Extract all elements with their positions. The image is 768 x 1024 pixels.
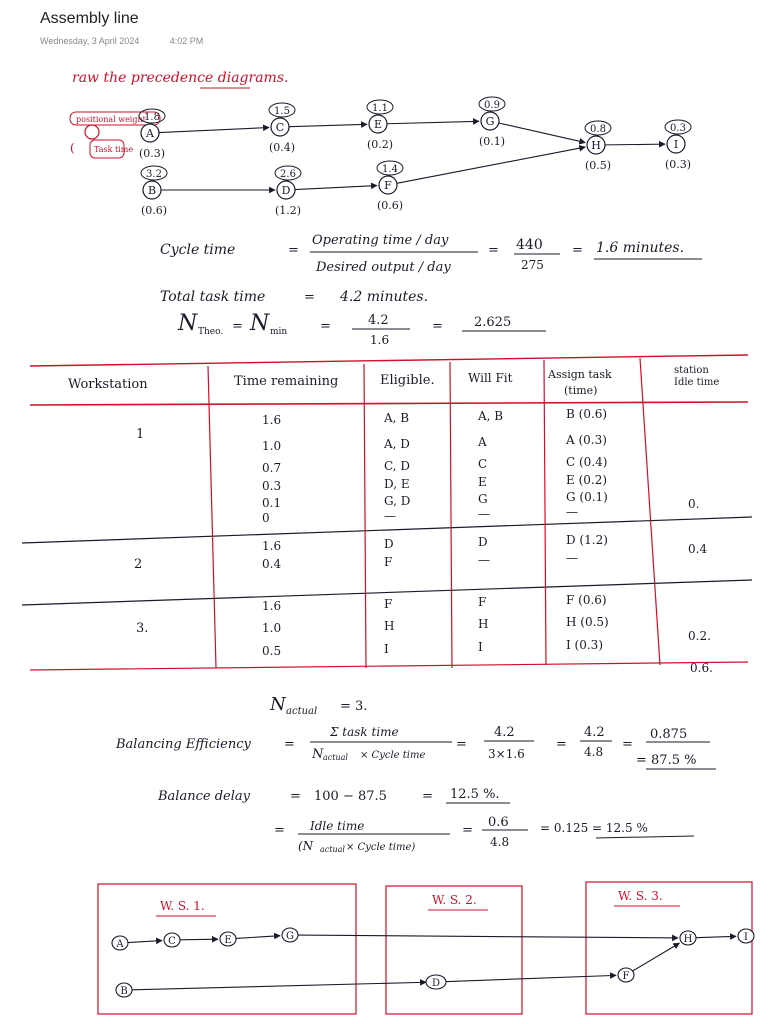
- cell-eligible: I: [384, 642, 389, 656]
- be-den-rest: × Cycle time: [360, 750, 426, 761]
- cycle-num: Operating time / day: [312, 233, 449, 248]
- cycle-frac-num: 440: [516, 237, 543, 253]
- cell-will-fit: D: [478, 535, 488, 549]
- node-weight: 3.2: [146, 169, 162, 180]
- eq-6: =: [320, 319, 331, 334]
- precedence-arrow: [605, 144, 665, 145]
- n-frac-den: 1.6: [370, 333, 390, 347]
- be-den-sub: actual: [323, 753, 348, 762]
- cell-will-fit: A, B: [478, 409, 504, 423]
- bd2-num: Idle time: [310, 819, 365, 833]
- total-label: Total task time: [160, 289, 266, 305]
- n-actual-value: = 3.: [340, 699, 368, 714]
- node-time: (0.6): [376, 199, 404, 212]
- precedence-arrow: [499, 123, 585, 143]
- station-arrow: [180, 939, 218, 940]
- station-arrow: [298, 935, 678, 938]
- total-task-formula: [160, 289, 428, 305]
- station-node-label: F: [622, 971, 630, 982]
- page-title: Assembly line: [40, 10, 139, 27]
- station-node-label: D: [431, 978, 441, 989]
- station-node-label: I: [744, 932, 748, 943]
- cell-idle-time: 0.2.: [688, 629, 711, 643]
- cell-eligible: G, D: [384, 494, 411, 508]
- precedence-node: [269, 103, 295, 154]
- node-label: F: [384, 179, 392, 192]
- cell-assign: F (0.6): [566, 593, 607, 607]
- cell-eligible: A, D: [384, 437, 410, 451]
- eq-3: =: [572, 243, 583, 258]
- cell-time-remaining: 0.3: [262, 479, 282, 493]
- station-node-label: E: [224, 935, 232, 946]
- legend-weight: positional weight: [76, 115, 146, 124]
- cell-time-remaining: 1.6: [262, 539, 282, 553]
- n-theo-sub: Theo.: [198, 327, 224, 337]
- n-result: 2.625: [474, 315, 512, 330]
- cell-eligible: A, B: [384, 411, 410, 425]
- ws3-box: [586, 882, 752, 1014]
- node-label: A: [146, 127, 154, 140]
- be-frac2-den: 4.8: [584, 745, 604, 759]
- cycle-frac-den: 275: [521, 258, 544, 272]
- cell-time-remaining: 1.6: [262, 599, 282, 613]
- station-node: [116, 983, 132, 997]
- eq-9: =: [456, 737, 467, 752]
- cell-time-remaining: 1.0: [262, 439, 282, 453]
- cell-assign: —: [566, 505, 578, 519]
- cell-idle-time: 0.4: [688, 542, 708, 556]
- cell-time-remaining: 0.7: [262, 461, 282, 475]
- eq-10: =: [556, 737, 567, 752]
- cell-will-fit: G: [478, 492, 488, 506]
- col-header-time-remaining: Time remaining: [234, 374, 339, 389]
- station-node-label: A: [116, 939, 124, 950]
- node-weight: 1.5: [274, 106, 290, 117]
- eq-14: =: [274, 823, 285, 838]
- col-header-assign-time: (time): [564, 384, 598, 397]
- cell-time-remaining: 0.4: [262, 557, 282, 571]
- cell-assign: —: [566, 551, 578, 565]
- node-time: (0.3): [664, 158, 692, 171]
- eq-7: =: [432, 319, 443, 334]
- be-label: Balancing Efficiency: [116, 737, 251, 752]
- be-num: Σ task time: [330, 725, 399, 739]
- eq-2: =: [488, 243, 499, 258]
- node-label: H: [591, 139, 601, 152]
- n-actual-sub: actual: [286, 706, 318, 717]
- precedence-node: [275, 166, 301, 217]
- node-time: (0.2): [366, 138, 394, 151]
- station-node: [220, 932, 236, 946]
- station-arrow: [128, 941, 162, 943]
- cell-eligible: F: [384, 597, 393, 611]
- n-frac-num: 4.2: [368, 313, 389, 328]
- station-arrow: [132, 982, 426, 990]
- cell-assign: H (0.5): [566, 615, 609, 629]
- precedence-node: [585, 121, 611, 172]
- node-label: I: [673, 138, 679, 151]
- workstation-diagram: [98, 882, 754, 1014]
- cell-eligible: F: [384, 555, 393, 569]
- cell-will-fit: I: [478, 640, 483, 654]
- node-weight: 1.4: [382, 164, 398, 175]
- n-theo-formula: [177, 311, 546, 347]
- cell-time-remaining: 0: [262, 511, 270, 525]
- cell-will-fit: A: [478, 435, 487, 449]
- efficiency-block: [115, 694, 716, 854]
- n-min: N: [250, 311, 270, 336]
- node-label: E: [373, 118, 383, 131]
- node-time: (1.2): [274, 204, 302, 217]
- cell-assign: I (0.3): [566, 638, 604, 652]
- precedence-arrow: [387, 121, 479, 123]
- precedence-diagram: [139, 97, 691, 217]
- bd-expr: 100 − 87.5: [314, 789, 387, 804]
- node-label: D: [281, 184, 291, 197]
- eq-12: =: [290, 789, 301, 804]
- ws2-label: W. S. 2.: [432, 893, 477, 907]
- col-header-assign-task: Assign task: [548, 368, 612, 381]
- cell-time-remaining: 0.1: [262, 496, 282, 510]
- node-weight: 0.9: [484, 100, 500, 111]
- cell-will-fit: —: [478, 507, 490, 521]
- n-theo: N: [178, 311, 198, 336]
- station-node: [680, 931, 696, 945]
- cell-eligible: D, E: [384, 477, 410, 491]
- node-time: (0.6): [140, 204, 168, 217]
- cell-will-fit: C: [478, 457, 488, 471]
- node-weight: 1.8: [144, 112, 160, 123]
- station-node-label: C: [168, 936, 176, 947]
- cell-eligible: —: [384, 509, 396, 523]
- note-date: Wednesday, 3 April 2024: [40, 36, 140, 46]
- eq-15: =: [462, 823, 473, 838]
- n-min-sub: min: [270, 327, 288, 337]
- cell-will-fit: E: [478, 475, 487, 489]
- eq-11: =: [622, 737, 633, 752]
- eq-13: =: [422, 789, 433, 804]
- cycle-time-formula: [160, 233, 702, 275]
- bd2-den-sub: actual: [320, 845, 345, 854]
- station-node: [282, 928, 298, 942]
- cell-time-remaining: 1.6: [262, 413, 282, 427]
- cell-will-fit: F: [478, 595, 487, 609]
- precedence-node: [665, 120, 691, 171]
- station-node: [426, 975, 446, 989]
- table-station-2: [134, 533, 707, 572]
- bd2-den: (N: [298, 839, 314, 853]
- precedence-node: [479, 97, 505, 148]
- precedence-node: [377, 161, 403, 212]
- station-node-label: G: [286, 931, 294, 942]
- line-balancing-table: [22, 355, 752, 675]
- col-header-will-fit: Will Fit: [468, 371, 513, 385]
- station-node: [164, 933, 180, 947]
- eq-1: =: [288, 243, 299, 258]
- note-time: 4:02 PM: [169, 36, 204, 46]
- bd2-frac-num: 0.6: [488, 815, 509, 830]
- cell-eligible: C, D: [384, 459, 411, 473]
- idle-total: 0.6.: [690, 661, 713, 675]
- col-header-eligible: Eligible.: [380, 373, 435, 388]
- node-time: (0.5): [584, 159, 612, 172]
- node-time: (0.4): [268, 141, 296, 154]
- precedence-arrow: [295, 186, 377, 190]
- table-station-1: [136, 407, 699, 525]
- cell-time-remaining: 0.5: [262, 644, 282, 658]
- station-number: 1: [136, 427, 145, 442]
- precedence-arrow: [289, 124, 367, 126]
- precedence-node: [367, 100, 393, 151]
- cell-assign: C (0.4): [566, 455, 608, 469]
- station-arrow: [444, 975, 616, 981]
- precedence-node: [141, 166, 167, 217]
- heading: raw the precedence diagrams.: [72, 70, 289, 86]
- cell-time-remaining: 1.0: [262, 621, 282, 635]
- be-frac1-den: 3×1.6: [488, 747, 525, 761]
- station-arrow: [633, 943, 680, 971]
- node-label: B: [147, 184, 157, 197]
- bd2-den-rest: × Cycle time): [346, 842, 416, 853]
- station-node: [618, 968, 634, 982]
- legend-paren: (: [70, 141, 75, 155]
- col-header-station: station: [674, 365, 709, 376]
- cell-assign: D (1.2): [566, 533, 608, 547]
- station-node-label: H: [683, 934, 693, 945]
- node-weight: 2.6: [280, 169, 296, 180]
- ws1-box: [98, 884, 356, 1014]
- ws1-label: W. S. 1.: [160, 899, 205, 913]
- node-weight: 0.8: [590, 124, 606, 135]
- be-result2: = 87.5 %: [636, 753, 697, 768]
- cell-eligible: H: [384, 619, 395, 633]
- node-time: (0.3): [138, 147, 166, 160]
- bd2-result: = 0.125 = 12.5 %: [540, 821, 648, 835]
- legend-task-time: Task time: [94, 145, 134, 154]
- cycle-result: 1.6 minutes.: [596, 240, 685, 256]
- be-den-n: N: [312, 747, 324, 762]
- be-frac1-num: 4.2: [494, 725, 515, 740]
- node-label: C: [275, 121, 285, 134]
- bd-result: 12.5 %.: [450, 787, 500, 802]
- col-header-idle-time: Idle time: [674, 377, 720, 388]
- node-weight: 1.1: [372, 103, 388, 114]
- station-node: [738, 929, 754, 943]
- cell-assign: A (0.3): [566, 433, 607, 447]
- eq-4: =: [304, 290, 315, 305]
- cell-will-fit: —: [478, 553, 490, 567]
- cell-idle-time: 0.: [688, 497, 700, 511]
- bd2-frac-den: 4.8: [490, 835, 510, 849]
- node-time: (0.1): [478, 135, 506, 148]
- total-value: 4.2 minutes.: [340, 289, 429, 305]
- precedence-arrow: [159, 128, 269, 133]
- station-number: 3.: [136, 621, 149, 636]
- cell-will-fit: H: [478, 617, 489, 631]
- cycle-den: Desired output / day: [316, 260, 451, 275]
- eq-5: =: [232, 319, 243, 334]
- cycle-label: Cycle time: [160, 242, 236, 258]
- precedence-arrow: [397, 147, 585, 183]
- station-arrow: [696, 936, 736, 937]
- bd-label: Balance delay: [158, 789, 250, 804]
- eq-8: =: [284, 737, 295, 752]
- node-label: G: [485, 115, 495, 128]
- table-station-3: [136, 593, 711, 658]
- station-node-label: B: [120, 986, 128, 997]
- node-weight: 0.3: [670, 123, 686, 134]
- n-actual: N: [270, 694, 286, 715]
- cell-assign: E (0.2): [566, 473, 608, 487]
- station-arrow: [236, 936, 280, 939]
- be-result1: 0.875: [650, 727, 688, 742]
- be-frac2-num: 4.2: [584, 725, 605, 740]
- cell-assign: B (0.6): [566, 407, 608, 421]
- cell-assign: G (0.1): [566, 490, 608, 504]
- col-header-workstation: Workstation: [68, 377, 148, 392]
- station-number: 2: [134, 557, 143, 572]
- station-node: [112, 936, 128, 950]
- cell-eligible: D: [384, 537, 394, 551]
- ws3-label: W. S. 3.: [618, 889, 663, 903]
